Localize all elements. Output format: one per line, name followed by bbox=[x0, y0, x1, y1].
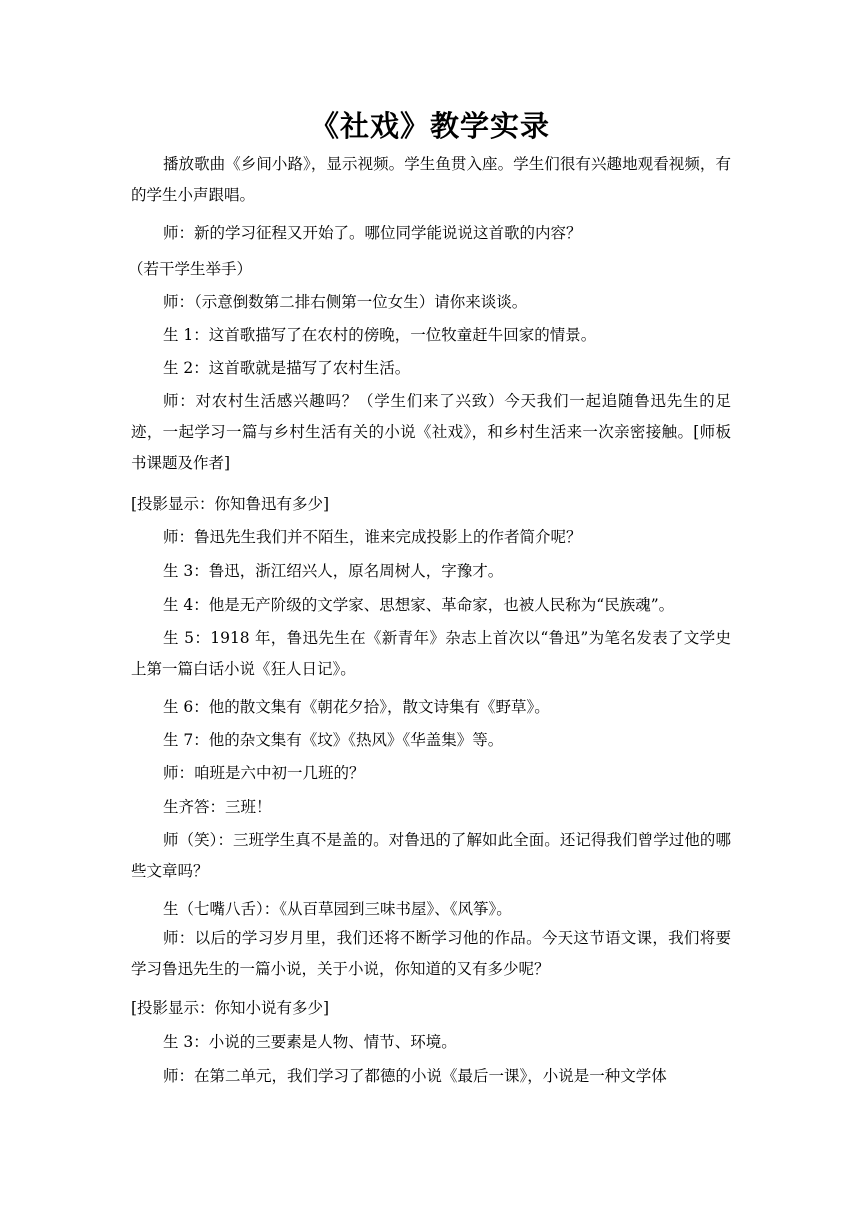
document-title: 《社戏》教学实录 bbox=[309, 109, 550, 143]
paragraph: 生齐答：三班！ bbox=[163, 798, 272, 816]
paragraph: 师：以后的学习岁月里，我们还将不断学习他的作品。今天这节语文课，我们将要学习鲁迅先生的一篇小说，关于小说，你知道的又有多少呢？ bbox=[131, 929, 731, 978]
paragraph: 生 2：这首歌就是描写了农村生活。 bbox=[163, 359, 411, 377]
paragraph: 生（七嘴八舌）：《从百草园到三味书屋》、《风筝》。 bbox=[163, 900, 512, 918]
paragraph: 师：（示意倒数第二排右侧第一位女生）请你来谈谈。 bbox=[163, 293, 528, 311]
paragraph: 生 1：这首歌描写了在农村的傍晚，一位牧童赶牛回家的情景。 bbox=[163, 326, 597, 344]
paragraph: 生 3：鲁迅，浙江绍兴人，原名周树人，字豫才。 bbox=[163, 562, 504, 580]
paragraph: 师：在第二单元，我们学习了都德的小说《最后一课》，小说是一种文学体 bbox=[163, 1067, 667, 1085]
paragraph: 生 5：1918 年，鲁迅先生在《新青年》杂志上首次以“鲁迅”为笔名发表了文学史上第一篇白话小说《狂人日记》。 bbox=[131, 629, 731, 678]
paragraph: 师：对农村生活感兴趣吗？（学生们来了兴致）今天我们一起追随鲁迅先生的足迹，一起学习一篇与乡村生活有关的小说《社戏》，和乡村生活来一次亲密接触。[师板书课题及作者] bbox=[131, 392, 731, 472]
paragraph: 生 4：他是无产阶级的文学家、思想家、革命家，也被人民称为“民族魂”。 bbox=[163, 596, 675, 614]
paragraph-stage-direction: （若干学生举手） bbox=[128, 260, 253, 278]
paragraph: 生 6：他的散文集有《朝花夕拾》，散文诗集有《野草》。 bbox=[163, 698, 550, 716]
paragraph-projection-note: [投影显示：你知鲁迅有多少] bbox=[131, 495, 330, 513]
paragraph: 师（笑）：三班学生真不是盖的。对鲁迅的了解如此全面。还记得我们曾学过他的哪些文章吗？ bbox=[131, 831, 731, 880]
paragraph-projection-note: [投影显示：你知小说有多少] bbox=[131, 999, 330, 1017]
paragraph: 师：新的学习征程又开始了。哪位同学能说说这首歌的内容？ bbox=[163, 224, 582, 242]
paragraph: 生 7：他的杂文集有《坟》《热风》《华盖集》等。 bbox=[163, 731, 504, 749]
paragraph: 师：鲁迅先生我们并不陌生，谁来完成投影上的作者简介呢？ bbox=[163, 528, 582, 546]
paragraph-intro: 播放歌曲《乡间小路》，显示视频。学生鱼贯入座。学生们很有兴趣地观看视频，有的学生小声跟唱。 bbox=[131, 155, 731, 204]
paragraph: 生 3：小说的三要素是人物、情节、环境。 bbox=[163, 1033, 457, 1051]
paragraph: 师：咱班是六中初一几班的？ bbox=[163, 764, 365, 782]
